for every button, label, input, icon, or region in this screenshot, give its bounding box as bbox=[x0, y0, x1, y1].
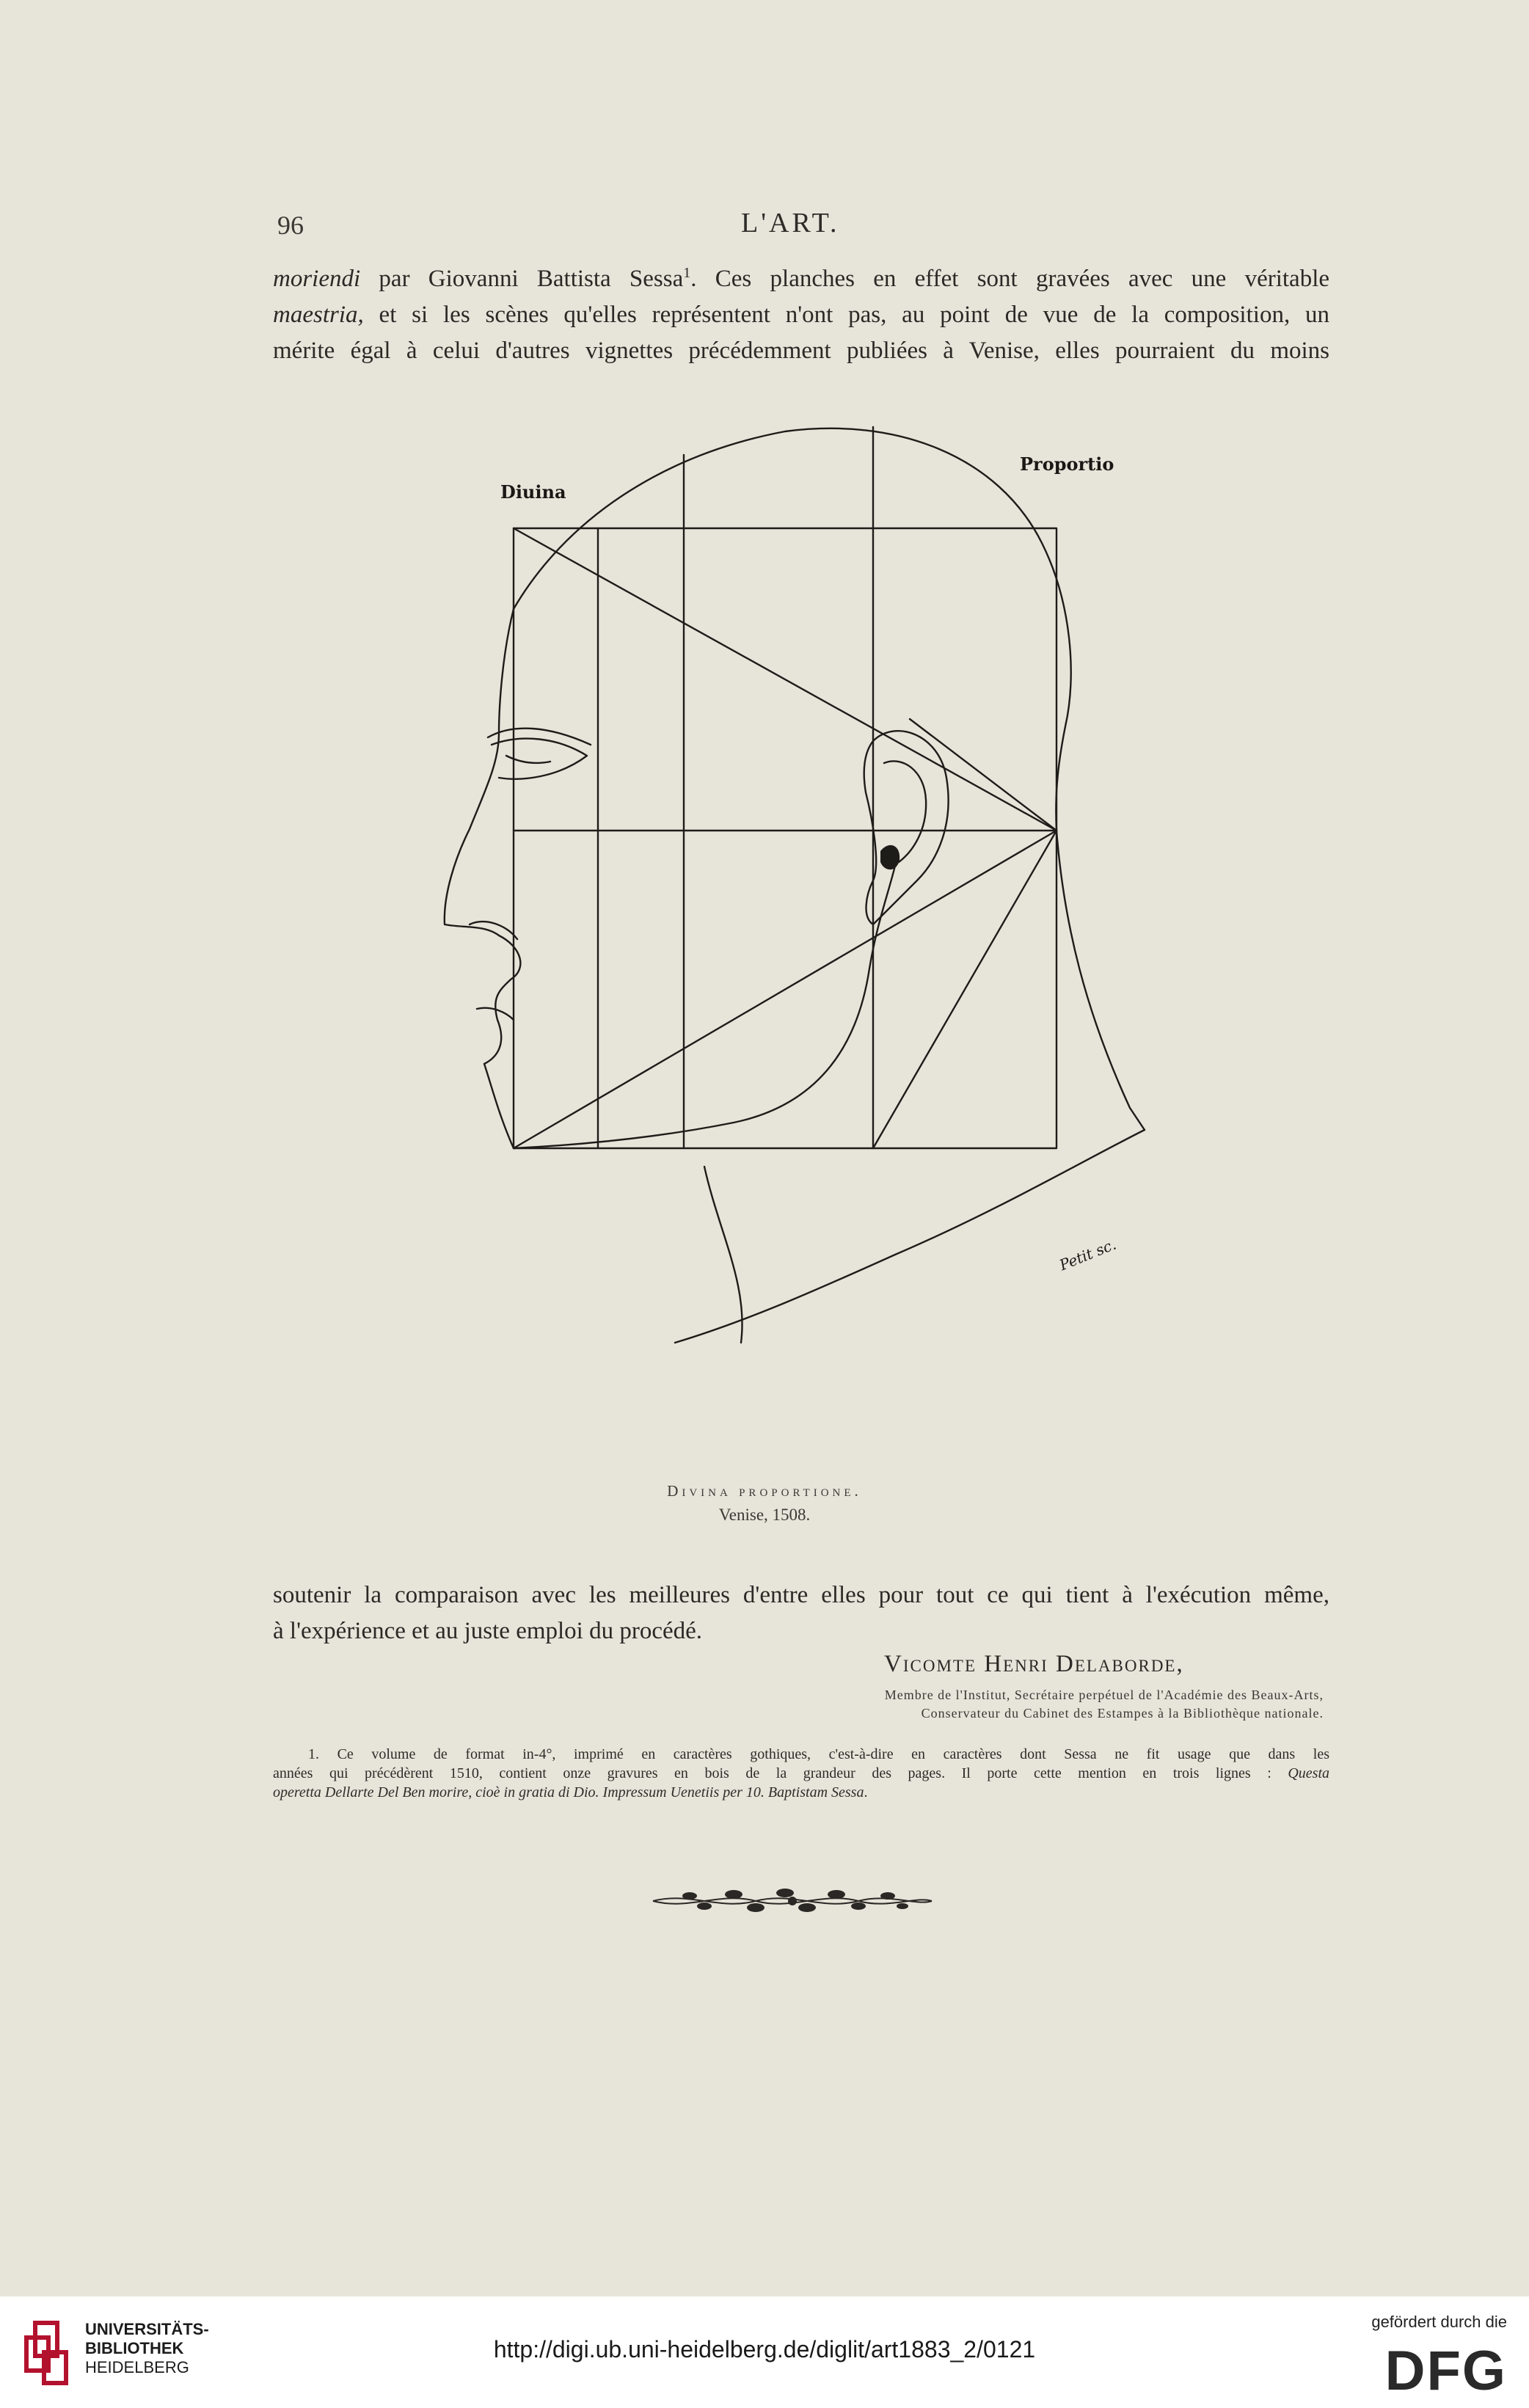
head-proportion-drawing bbox=[440, 411, 1174, 1475]
running-head: L'ART. bbox=[741, 208, 840, 238]
library-name-line: UNIVERSITÄTS- bbox=[85, 2320, 209, 2338]
italic-run: operetta Dellarte Del Ben morire, cioè in gratia di Dio. Impressum Uenetiis per 10. Baptistam Sessa bbox=[273, 1784, 864, 1800]
footnote bbox=[273, 1745, 1329, 1802]
author-affiliation: Membre de l'Institut, Secrétaire perpétuel de l'Académie des Beaux-Arts, bbox=[884, 1688, 1324, 1702]
figure-label-right: Proportio bbox=[1020, 453, 1114, 475]
ear bbox=[864, 731, 949, 924]
text-run: années qui précédèrent 1510, contient onze gravures en bois de la grandeur des pages. Il porte cette mention en trois lignes : bbox=[273, 1765, 1271, 1781]
text-line: à l'expérience et au juste emploi du procédé. bbox=[273, 1618, 703, 1644]
diagonal-line bbox=[514, 528, 1057, 831]
face-profile bbox=[445, 609, 521, 1148]
nostril bbox=[470, 922, 517, 939]
text-run: . bbox=[864, 1784, 868, 1800]
eye bbox=[492, 739, 587, 779]
text-run: et si les scènes qu'elles représentent n'ont pas, au point de vue de la composition, un bbox=[363, 302, 1329, 328]
italic-run: Questa bbox=[1271, 1765, 1329, 1781]
author-signature: Vicomte Henri Delaborde, bbox=[884, 1651, 1184, 1677]
digitization-footer bbox=[0, 2296, 1529, 2408]
italic-word: maestria, bbox=[273, 302, 364, 328]
ear-line bbox=[910, 719, 1057, 831]
neck-front bbox=[704, 1167, 742, 1343]
text-line bbox=[273, 255, 1329, 297]
diagonal-line bbox=[514, 831, 1057, 1148]
permalink-url[interactable]: http://digi.ub.uni-heidelberg.de/diglit/art1883_2/0121 bbox=[493, 2336, 1036, 2363]
text-line: soutenir la comparaison avec les meilleures d'entre elles pour tout ce qui tient à l'exécution même, bbox=[273, 1582, 1329, 1608]
neck-back bbox=[675, 1130, 1145, 1343]
decorative-ornament-icon bbox=[646, 1884, 939, 1918]
paragraph-opening bbox=[273, 255, 1329, 369]
paragraph-closing bbox=[273, 1577, 1329, 1649]
figure-label-left: Diuina bbox=[500, 481, 566, 503]
text-line: mérite égal à celui d'autres vignettes précédemment publiées à Venise, elles pourraient du moins bbox=[273, 338, 1329, 364]
engraver-signature: Petit sc. bbox=[1057, 1235, 1119, 1274]
figure-caption-subtitle: Venise, 1508. bbox=[718, 1506, 811, 1524]
library-name-line: BIBLIOTHEK bbox=[85, 2339, 184, 2357]
dfg-logo[interactable]: DFG bbox=[1384, 2340, 1507, 2402]
author-affiliation: Conservateur du Cabinet des Estampes à la Bibliothèque nationale. bbox=[921, 1706, 1324, 1721]
text-run: par Giovanni Battista Sessa bbox=[360, 266, 684, 292]
jaw-curve bbox=[514, 866, 895, 1148]
grid-square bbox=[514, 528, 1057, 1148]
footnote-line bbox=[273, 1783, 1329, 1802]
footnote-line bbox=[273, 1764, 1329, 1783]
text-run: . Ces planches en effet sont gravées avec une véritable bbox=[690, 266, 1330, 292]
figure-caption-title: Divina proportione. bbox=[667, 1482, 862, 1500]
footnote-marker[interactable]: 1 bbox=[683, 265, 691, 281]
page-number: 96 bbox=[277, 211, 304, 240]
diagonal-line bbox=[873, 831, 1057, 1148]
divina-proportione-figure bbox=[440, 411, 1174, 1475]
ear-canal bbox=[880, 845, 899, 869]
skull-outline bbox=[514, 428, 1145, 1130]
library-name-line: HEIDELBERG bbox=[85, 2358, 189, 2376]
text-line bbox=[273, 297, 1329, 333]
italic-title: moriendi bbox=[273, 266, 361, 292]
footnote-line: 1. Ce volume de format in-4°, imprimé en caractères gothiques, c'est-à-dire en caractères dont Sessa ne fit usage que dans les bbox=[308, 1746, 1329, 1762]
funding-note: gefördert durch die bbox=[1371, 2313, 1507, 2331]
brow bbox=[488, 729, 591, 745]
